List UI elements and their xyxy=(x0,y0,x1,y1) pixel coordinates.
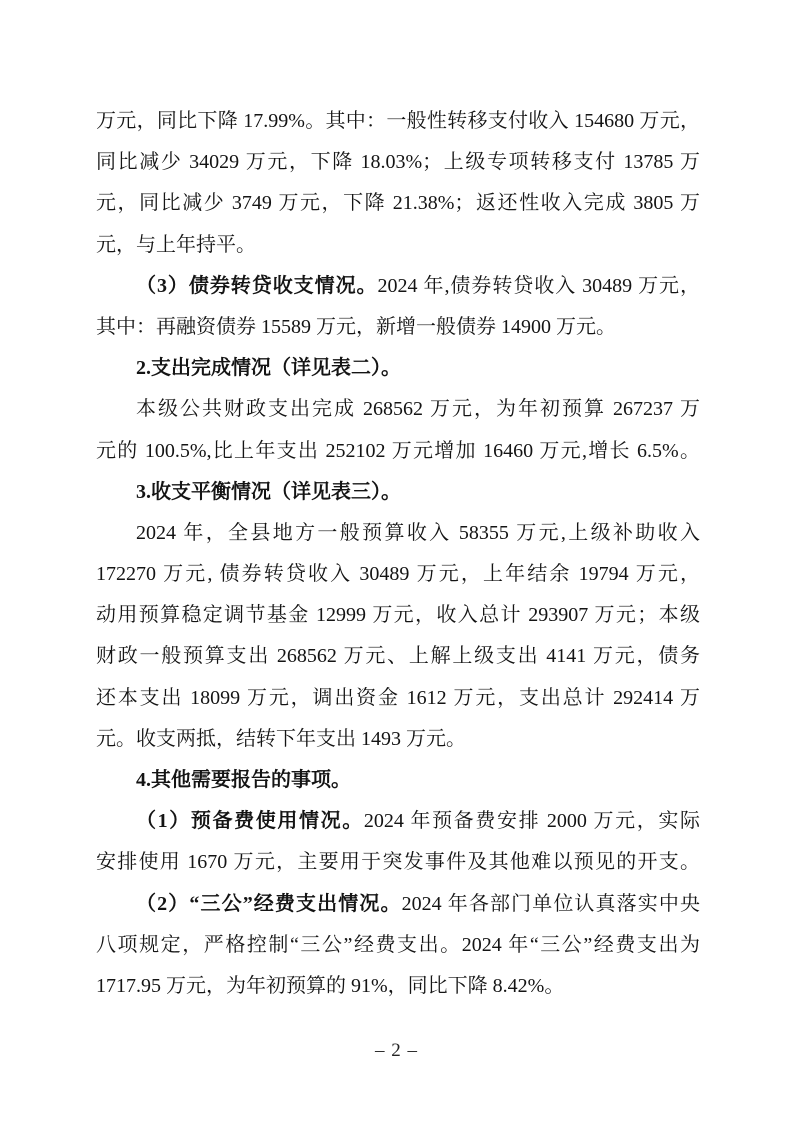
line-text: 动用预算稳定调节基金 12999 万元，收入总计 293907 万元；本级 xyxy=(96,604,700,627)
section-heading xyxy=(96,472,700,513)
document-body xyxy=(96,101,700,1007)
line-text: 本级公共财政支出完成 268562 万元，为年初预算 267237 万 xyxy=(136,398,700,421)
text-line xyxy=(96,595,700,636)
text-line xyxy=(96,225,700,266)
text-line xyxy=(96,801,700,842)
text-line xyxy=(96,183,700,224)
line-text: 万元，同比下降 17.99%。其中：一般性转移支付收入 154680 万元， xyxy=(96,110,700,132)
line-text: 2024 年,债券转贷收入 30489 万元， xyxy=(377,274,701,297)
text-line xyxy=(96,842,700,883)
text-line xyxy=(96,719,700,760)
section-heading-text: 3.收支平衡情况（详见表三）。 xyxy=(136,480,401,503)
line-text: 2024 年各部门单位认真落实中央 xyxy=(401,892,701,915)
paragraph-lead: （3）债券转贷收支情况。 xyxy=(136,274,378,297)
text-line xyxy=(96,636,700,677)
text-line xyxy=(96,431,700,472)
line-text: 同比减少 34029 万元，下降 18.03%；上级专项转移支付 13785 万 xyxy=(96,151,700,174)
text-line xyxy=(96,389,700,430)
line-text: 财政一般预算支出 268562 万元、上解上级支出 4141 万元，债务 xyxy=(96,645,700,668)
line-text: 2024 年，全县地方一般预算收入 58355 万元,上级补助收入 xyxy=(136,521,700,544)
line-text: 八项规定，严格控制“三公”经费支出。2024 年“三公”经费支出为 xyxy=(96,933,700,956)
line-text: 1717.95 万元，为年初预算的 91%，同比下降 8.42%。 xyxy=(96,974,565,997)
text-line xyxy=(96,101,700,142)
text-line xyxy=(96,554,700,595)
line-text: 元，同比减少 3749 万元，下降 21.38%；返还性收入完成 3805 万 xyxy=(96,192,700,215)
line-text: 元，与上年持平。 xyxy=(96,233,256,256)
page-number: – 2 – xyxy=(375,1040,418,1061)
line-text: 其中：再融资债券 15589 万元，新增一般债券 14900 万元。 xyxy=(96,315,616,338)
text-line xyxy=(96,513,700,554)
paragraph-lead: （2）“三公”经费支出情况。 xyxy=(136,892,402,915)
text-line xyxy=(96,142,700,183)
line-text: 安排使用 1670 万元，主要用于突发事件及其他难以预见的开支。 xyxy=(96,851,700,874)
section-heading xyxy=(96,760,700,801)
line-text: 172270 万元, 债券转贷收入 30489 万元，上年结余 19794 万元， xyxy=(96,563,700,586)
line-text: 还本支出 18099 万元，调出资金 1612 万元，支出总计 292414 万 xyxy=(96,686,700,709)
text-line xyxy=(96,266,700,307)
text-line xyxy=(96,307,700,348)
section-heading-text: 2.支出完成情况（详见表二）。 xyxy=(136,357,401,380)
line-text: 2024 年预备费安排 2000 万元，实际 xyxy=(363,810,700,833)
section-heading xyxy=(96,348,700,389)
text-line xyxy=(96,925,700,966)
text-line xyxy=(96,884,700,925)
paragraph-lead: （1）预备费使用情况。 xyxy=(136,810,364,833)
line-text: 元的 100.5%,比上年支出 252102 万元增加 16460 万元,增长 6.5%。 xyxy=(96,439,700,462)
line-text: 元。收支两抵，结转下年支出 1493 万元。 xyxy=(96,727,466,750)
section-heading-text: 4.其他需要报告的事项。 xyxy=(136,769,351,791)
text-line xyxy=(96,678,700,719)
text-line xyxy=(96,966,700,1007)
